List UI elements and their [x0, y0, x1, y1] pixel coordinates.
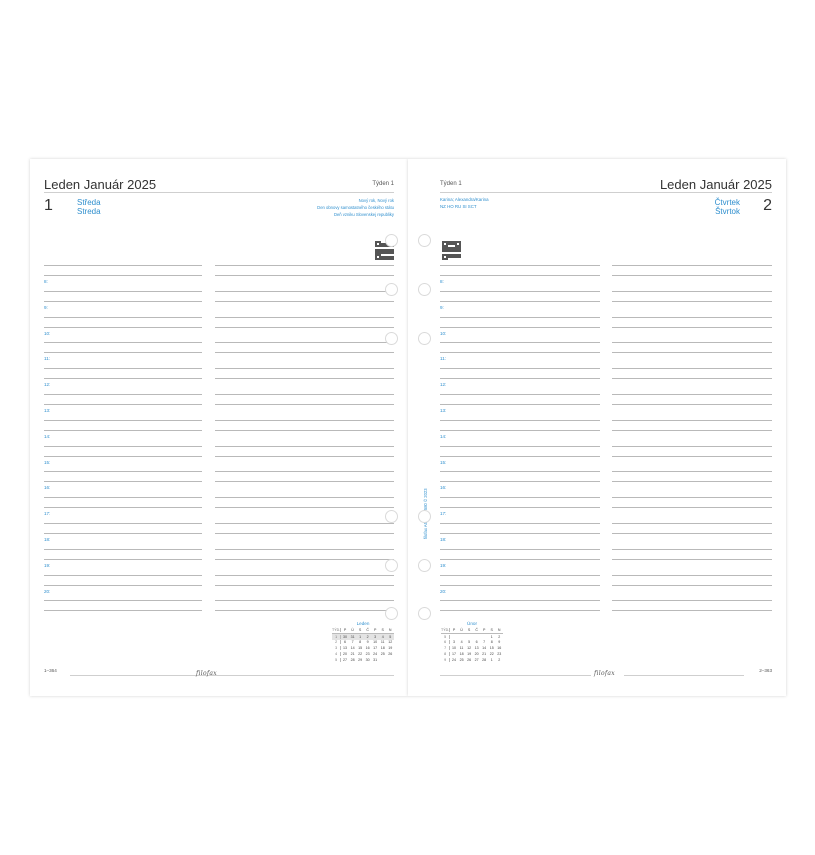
calendar-day: 2	[332, 640, 341, 644]
writing-line	[612, 327, 772, 328]
writing-line	[440, 394, 600, 395]
writing-line	[440, 368, 600, 369]
calendar-day: 3	[332, 646, 341, 650]
writing-line	[44, 430, 202, 431]
binder-hole	[418, 607, 431, 620]
footer-rule	[70, 675, 245, 676]
writing-line	[440, 471, 600, 472]
writing-line	[612, 610, 772, 611]
calendar-day: 30	[365, 657, 370, 662]
hour-label: 15:	[440, 459, 447, 465]
writing-line	[612, 549, 772, 550]
calendar-day: 2	[498, 657, 501, 662]
writing-line	[440, 327, 600, 328]
calendar-day: 27	[474, 657, 479, 662]
writing-line	[44, 368, 202, 369]
writing-line	[612, 317, 772, 318]
hour-label: 9:	[44, 304, 48, 310]
writing-line	[215, 352, 394, 353]
writing-line	[44, 610, 202, 611]
binder-hole	[418, 332, 431, 345]
writing-line	[440, 600, 600, 601]
calendar-day: 10	[452, 646, 457, 651]
binder-hole	[385, 283, 398, 296]
writing-line	[612, 394, 772, 395]
hour-label: 8:	[440, 279, 444, 284]
writing-line	[440, 575, 600, 576]
mini-calendar-leden	[332, 621, 394, 663]
page-title: Leden Január 2025	[659, 177, 772, 192]
writing-line	[440, 265, 600, 266]
writing-line	[44, 404, 202, 405]
calendar-day: 15	[358, 646, 363, 651]
calendar-weekday: S	[381, 628, 384, 633]
writing-line	[612, 342, 772, 343]
writing-line	[440, 342, 600, 343]
calendar-day: 17	[373, 646, 378, 651]
writing-line	[440, 559, 600, 560]
hour-label: 17:	[440, 511, 447, 517]
binder-hole	[385, 332, 398, 345]
calendar-day: 8	[359, 640, 362, 645]
calendar-day: 8	[441, 652, 450, 656]
calendar-day: 16	[365, 646, 370, 651]
calendar-day: 11	[380, 640, 385, 645]
calendar-day: 19	[467, 652, 472, 657]
calendar-day: 9	[366, 640, 369, 645]
hour-label: 18:	[440, 537, 447, 542]
holiday-list	[317, 198, 394, 218]
writing-line	[215, 301, 394, 302]
day-number: 2	[763, 197, 772, 214]
calendar-day: 14	[482, 646, 487, 651]
writing-line	[215, 533, 394, 534]
hour-label: 16:	[44, 485, 51, 491]
calendar-day: 21	[350, 652, 355, 657]
hour-label: 12:	[440, 382, 447, 388]
calendar-weekday: S	[490, 628, 493, 633]
binder-hole	[385, 559, 398, 572]
mini-calendar-unor	[441, 621, 503, 663]
page-number: 1–364	[44, 668, 57, 673]
writing-line	[215, 327, 394, 328]
calendar-weekday: Č	[366, 628, 369, 633]
writing-line	[44, 342, 202, 343]
writing-line	[215, 342, 394, 343]
writing-line	[215, 549, 394, 550]
writing-line	[44, 549, 202, 550]
left-diary-page	[30, 159, 408, 696]
calendar-day: 25	[459, 657, 464, 662]
day-name-sk: Štvrtok	[715, 207, 740, 216]
calendar-day: 30	[343, 634, 348, 639]
writing-line	[440, 610, 600, 611]
calendar-day: 4	[381, 634, 384, 639]
hour-column-right	[440, 265, 600, 615]
writing-line	[612, 446, 772, 447]
hour-label: 17:	[44, 511, 51, 517]
name-day-item: Karina; Alexandra/Karina	[440, 197, 489, 202]
hour-label: 9:	[440, 304, 444, 310]
calendar-day: 18	[459, 652, 464, 657]
writing-line	[44, 575, 202, 576]
footer-rule	[440, 675, 591, 676]
calendar-day: 23	[497, 652, 502, 657]
calendar-day: 27	[343, 657, 348, 662]
writing-line	[612, 404, 772, 405]
calendar-month: Únor	[467, 621, 477, 626]
writing-line	[215, 523, 394, 524]
calendar-day: 9	[498, 640, 501, 645]
writing-line	[612, 600, 772, 601]
calendar-day: 22	[489, 652, 494, 657]
week-label: Týden 1	[440, 181, 462, 187]
writing-line	[612, 420, 772, 421]
calendar-day: 17	[452, 652, 457, 657]
writing-line	[44, 291, 202, 292]
writing-line	[44, 301, 202, 302]
calendar-day: 5	[441, 635, 450, 639]
calendar-weekday: P	[343, 628, 347, 633]
writing-line	[440, 291, 600, 292]
writing-line	[44, 600, 202, 601]
calendar-day: 7	[483, 640, 486, 645]
writing-line	[215, 585, 394, 586]
calendar-day: 29	[358, 657, 363, 662]
calendar-day: 12	[467, 646, 472, 651]
hour-label: 8:	[44, 279, 48, 284]
right-diary-page	[408, 159, 786, 696]
calendar-day: 6	[441, 640, 450, 644]
calendar-day: 8	[490, 640, 493, 645]
notes-column-left	[215, 265, 394, 615]
calendar-day: 28	[482, 657, 487, 662]
binder-hole	[418, 510, 431, 523]
writing-line	[215, 446, 394, 447]
writing-line	[44, 456, 202, 457]
writing-line	[215, 394, 394, 395]
calendar-day: 6	[344, 640, 347, 645]
writing-line	[44, 420, 202, 421]
writing-line	[612, 507, 772, 508]
writing-line	[215, 610, 394, 611]
hour-label: 13:	[440, 408, 447, 413]
calendar-day: 20	[343, 652, 348, 657]
writing-line	[44, 481, 202, 482]
hour-label: 11:	[44, 356, 51, 362]
holiday-item: Nový rok, Nový rok	[358, 198, 394, 203]
writing-line	[215, 575, 394, 576]
calendar-day: 1	[359, 634, 362, 639]
holiday-item: Den obnovy samostatného českého státu	[317, 204, 394, 210]
calendar-day: 26	[388, 652, 393, 657]
writing-line	[44, 352, 202, 353]
name-days	[440, 197, 489, 210]
header-rule	[44, 192, 394, 193]
writing-line	[44, 497, 202, 498]
page-title: Leden Január 2025	[44, 177, 157, 192]
binder-hole	[418, 559, 431, 572]
notes-column-right	[612, 265, 772, 615]
writing-line	[44, 559, 202, 560]
calendar-day: 25	[380, 652, 385, 657]
calendar-weekday: S	[358, 628, 362, 633]
calendar-day: 7	[351, 640, 354, 645]
hour-label: 11:	[440, 356, 447, 362]
calendar-day: 21	[482, 652, 487, 657]
writing-line	[612, 585, 772, 586]
writing-line	[440, 507, 600, 508]
writing-line	[44, 378, 202, 379]
writing-line	[215, 404, 394, 405]
writing-line	[440, 456, 600, 457]
calendar-day: 15	[489, 646, 494, 651]
calendar-day: 5	[389, 634, 392, 639]
writing-line	[44, 471, 202, 472]
header-rule	[440, 192, 772, 193]
calendar-day: 24	[373, 652, 378, 657]
calendar-day: 13	[474, 646, 479, 651]
writing-line	[215, 481, 394, 482]
page-number: 2–363	[759, 668, 772, 673]
day-name-sk: Streda	[77, 207, 101, 216]
writing-line	[612, 533, 772, 534]
writing-line	[44, 265, 202, 266]
writing-line	[440, 549, 600, 550]
calendar-weekday: N	[388, 628, 392, 633]
calendar-day: 4	[332, 652, 341, 656]
writing-line	[215, 430, 394, 431]
writing-line	[44, 507, 202, 508]
binder-hole	[385, 607, 398, 620]
hour-label: 20:	[44, 588, 51, 594]
hour-label: 10:	[44, 330, 51, 336]
hour-label: 14:	[440, 433, 447, 439]
writing-line	[612, 430, 772, 431]
writing-line	[215, 497, 394, 498]
calendar-day: 26	[467, 657, 472, 662]
binder-hole	[418, 283, 431, 296]
calendar-weekday: TÝD.	[332, 628, 341, 633]
writing-line	[440, 497, 600, 498]
calendar-weekday: N	[497, 628, 501, 633]
calendar-weekday: P	[482, 628, 486, 633]
writing-line	[215, 265, 394, 266]
writing-line	[440, 585, 600, 586]
calendar-weekday: Ú	[460, 628, 463, 633]
writing-line	[44, 317, 202, 318]
writing-line	[215, 559, 394, 560]
writing-line	[440, 317, 600, 318]
writing-line	[440, 533, 600, 534]
writing-line	[215, 368, 394, 369]
writing-line	[612, 368, 772, 369]
calendar-day: 11	[459, 646, 464, 651]
hour-label: 18:	[44, 537, 51, 542]
writing-line	[215, 507, 394, 508]
hour-label: 13:	[44, 408, 51, 413]
calendar-day: 18	[380, 646, 385, 651]
writing-line	[215, 317, 394, 318]
writing-line	[44, 327, 202, 328]
writing-line	[612, 481, 772, 482]
writing-line	[440, 275, 600, 276]
writing-line	[215, 378, 394, 379]
binder-hole	[385, 510, 398, 523]
writing-line	[612, 497, 772, 498]
writing-line	[440, 523, 600, 524]
filofax-logo: filofax	[594, 670, 615, 677]
writing-line	[612, 291, 772, 292]
calendar-day: 5	[332, 658, 341, 662]
writing-line	[440, 430, 600, 431]
calendar-month: Leden	[356, 621, 370, 626]
writing-line	[215, 600, 394, 601]
writing-line	[612, 471, 772, 472]
name-day-item: NZ HO RU SI SCT	[440, 203, 477, 209]
calendar-day: 1	[490, 657, 493, 662]
writing-line	[44, 446, 202, 447]
calendar-weekday: S	[467, 628, 471, 633]
calendar-day: 2	[498, 634, 501, 639]
calendar-day: 22	[358, 652, 363, 657]
calendar-day: 9	[441, 658, 450, 662]
hour-column-left	[44, 265, 202, 615]
calendar-day: 5	[468, 640, 471, 645]
writing-line	[44, 585, 202, 586]
calendar-day: 1	[332, 635, 341, 639]
footer-rule	[226, 675, 394, 676]
writing-line	[440, 378, 600, 379]
calendar-day: 20	[474, 652, 479, 657]
hour-label: 12:	[44, 382, 51, 388]
writing-line	[44, 394, 202, 395]
qr-code	[442, 241, 461, 260]
calendar-day: 13	[343, 646, 348, 651]
writing-line	[44, 533, 202, 534]
writing-line	[44, 275, 202, 276]
calendar-day: 31	[350, 634, 355, 639]
writing-line	[215, 291, 394, 292]
holiday-item: Deň vzniku Slovenskej republiky	[333, 211, 394, 217]
writing-line	[440, 404, 600, 405]
day-name-cz: Čtvrtek	[714, 198, 740, 207]
calendar-day: 28	[350, 657, 355, 662]
calendar-day: 6	[475, 640, 478, 645]
hour-label: 14:	[44, 433, 51, 439]
calendar-day: 2	[366, 634, 369, 639]
calendar-day: 12	[388, 640, 393, 645]
hour-label: 19:	[44, 562, 51, 568]
writing-line	[612, 575, 772, 576]
writing-line	[440, 420, 600, 421]
writing-line	[612, 265, 772, 266]
writing-line	[612, 275, 772, 276]
writing-line	[612, 378, 772, 379]
calendar-weekday: Č	[475, 628, 478, 633]
calendar-day: 14	[350, 646, 355, 651]
calendar-day: 24	[452, 657, 457, 662]
writing-line	[215, 275, 394, 276]
writing-line	[215, 456, 394, 457]
writing-line	[215, 420, 394, 421]
writing-line	[440, 446, 600, 447]
writing-line	[440, 301, 600, 302]
writing-line	[612, 456, 772, 457]
binder-hole	[418, 234, 431, 247]
writing-line	[215, 471, 394, 472]
calendar-weekday: TÝD.	[441, 628, 450, 633]
calendar-day: 19	[388, 646, 393, 651]
filofax-logo: filofax	[196, 670, 217, 677]
calendar-weekday: P	[373, 628, 377, 633]
hour-label: 20:	[440, 588, 447, 594]
writing-line	[612, 559, 772, 560]
footer-rule	[624, 675, 744, 676]
writing-line	[44, 523, 202, 524]
week-label: Týden 1	[372, 181, 394, 187]
hour-label: 10:	[440, 330, 447, 336]
calendar-day: 3	[374, 634, 377, 639]
day-number: 1	[44, 197, 53, 214]
binder-hole	[385, 234, 398, 247]
calendar-week-row	[332, 657, 394, 663]
calendar-day: 1	[490, 634, 493, 639]
calendar-day: 10	[373, 640, 378, 645]
calendar-weekday: P	[452, 628, 456, 633]
calendar-day: 7	[441, 646, 450, 650]
day-name-cz: Středa	[77, 198, 101, 207]
calendar-weekday: Ú	[351, 628, 354, 633]
writing-line	[440, 352, 600, 353]
hour-label: 16:	[440, 485, 447, 491]
hour-label: 15:	[44, 459, 51, 465]
writing-line	[612, 523, 772, 524]
writing-line	[440, 481, 600, 482]
writing-line	[612, 352, 772, 353]
calendar-day: 16	[497, 646, 502, 651]
writing-line	[612, 301, 772, 302]
calendar-day: 31	[373, 657, 378, 662]
hour-label: 19:	[440, 562, 447, 568]
calendar-day: 4	[460, 640, 463, 645]
calendar-day: 23	[365, 652, 370, 657]
calendar-day: 3	[453, 640, 456, 645]
calendar-week-row	[441, 657, 503, 663]
